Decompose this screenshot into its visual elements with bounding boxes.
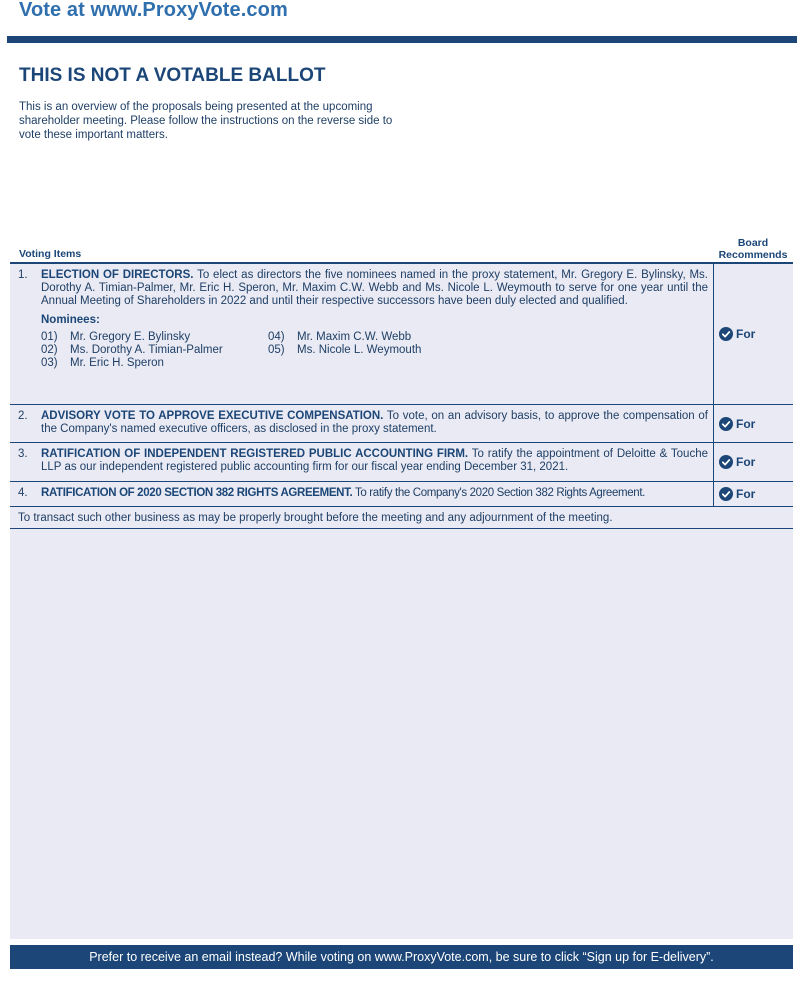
ballot-panel bbox=[10, 262, 793, 939]
item-body bbox=[41, 269, 708, 401]
nominee-number: 04) bbox=[268, 331, 285, 343]
item-body bbox=[41, 410, 708, 439]
e-delivery-text: Prefer to receive an email instead? While voting on www.ProxyVote.com, be sure to click “Sign up for E-delivery”. bbox=[89, 950, 714, 964]
voting-item-4-description bbox=[10, 482, 714, 506]
recommendation-label: For bbox=[736, 416, 756, 431]
nominee-name: Ms. Dorothy A. Timian-Palmer bbox=[70, 344, 223, 356]
recommendation-for bbox=[714, 482, 793, 506]
recommendation-label: For bbox=[736, 327, 756, 341]
voting-items-label: Voting Items bbox=[19, 248, 82, 260]
recommendation-label: For bbox=[736, 487, 756, 501]
recommendation-for bbox=[714, 264, 793, 404]
recommendation-for bbox=[714, 443, 793, 481]
nominee-name: Mr. Maxim C.W. Webb bbox=[297, 331, 412, 343]
nominee-name: Mr. Gregory E. Bylinsky bbox=[70, 331, 191, 343]
nominee-number: 01) bbox=[41, 331, 58, 343]
nominee-name: Ms. Nicole L. Weymouth bbox=[297, 344, 422, 356]
board-recommends-line1: Board bbox=[737, 237, 769, 249]
nominee-name: Mr. Eric H. Speron bbox=[70, 357, 164, 369]
item-number: 4. bbox=[18, 487, 28, 499]
voting-item-1-description bbox=[10, 264, 714, 404]
header-rule bbox=[7, 36, 797, 43]
item-text: To ratify the appointment of Deloitte & Touche LLP as our independent registered public accounting firm for our fiscal year ending December 31, 2021. bbox=[41, 448, 708, 473]
recommendation-label: For bbox=[736, 455, 756, 469]
item-heading: RATIFICATION OF INDEPENDENT REGISTERED PUBLIC ACCOUNTING FIRM. bbox=[41, 448, 469, 460]
board-recommends-heading bbox=[713, 238, 793, 261]
ballot-title: THIS IS NOT A VOTABLE BALLOT bbox=[19, 65, 326, 86]
item-text: To elect as directors the five nominees named in the proxy statement, Mr. Gregory E. Bylinsky, Ms. Dorothy A. Timian-Palmer, Mr. Eric H. Speron, Mr. Maxim C.W. Webb and Ms. Nicole L. Weymouth to serve for one year until the Annual Meeting of Shareholders in 2022 and until their respective successors have been duly elected and qualified. bbox=[41, 269, 708, 307]
check-circle-icon bbox=[719, 327, 733, 341]
e-delivery-banner bbox=[10, 945, 793, 969]
check-circle-icon bbox=[719, 487, 733, 501]
item-number: 1. bbox=[18, 269, 28, 281]
item-number: 2. bbox=[18, 410, 28, 422]
nominee-number: 03) bbox=[41, 357, 58, 369]
item-text: To ratify the Company's 2020 Section 382 Rights Agreement. bbox=[355, 487, 646, 499]
item-text: To vote, on an advisory basis, to approve the compensation of the Company's named executive officers, as disclosed in the proxy statement. bbox=[41, 410, 708, 435]
voting-item-2-description bbox=[10, 405, 714, 442]
item-number: 3. bbox=[18, 448, 28, 460]
voting-items-table bbox=[10, 262, 793, 529]
header-vote-link[interactable]: Vote at www.ProxyVote.com bbox=[19, 0, 288, 21]
nominee-item bbox=[268, 331, 411, 343]
nominees-label: Nominees: bbox=[41, 314, 100, 326]
item-heading: ADVISORY VOTE TO APPROVE EXECUTIVE COMPENSATION. bbox=[41, 410, 384, 422]
intro-text: This is an overview of the proposals being presented at the upcoming shareholder meeting. Please follow the instructions on the reverse side to vote these important matters. bbox=[19, 101, 393, 141]
recommendation-for bbox=[714, 405, 793, 442]
other-business-text: To transact such other business as may be properly brought before the meeting and any adjournment of the meeting. bbox=[10, 507, 793, 529]
nominee-item bbox=[41, 344, 223, 356]
voting-item-3-description bbox=[10, 443, 714, 481]
voting-item-3 bbox=[10, 443, 793, 482]
nominee-item bbox=[41, 331, 190, 343]
voting-item-4 bbox=[10, 482, 793, 507]
nominee-item bbox=[41, 357, 164, 369]
check-circle-icon bbox=[719, 455, 733, 469]
item-body bbox=[41, 448, 708, 478]
nominees-list bbox=[41, 331, 708, 371]
nominee-number: 02) bbox=[41, 344, 58, 356]
board-recommends-line2: Recommends bbox=[718, 248, 788, 261]
voting-item-1 bbox=[10, 264, 793, 405]
nominee-item bbox=[268, 344, 421, 356]
voting-item-2 bbox=[10, 405, 793, 443]
check-circle-icon bbox=[719, 417, 733, 431]
nominee-number: 05) bbox=[268, 344, 285, 356]
item-heading: ELECTION OF DIRECTORS. bbox=[41, 269, 194, 281]
item-body bbox=[41, 487, 708, 503]
item-heading: RATIFICATION OF 2020 SECTION 382 RIGHTS AGREEMENT. bbox=[41, 487, 353, 499]
